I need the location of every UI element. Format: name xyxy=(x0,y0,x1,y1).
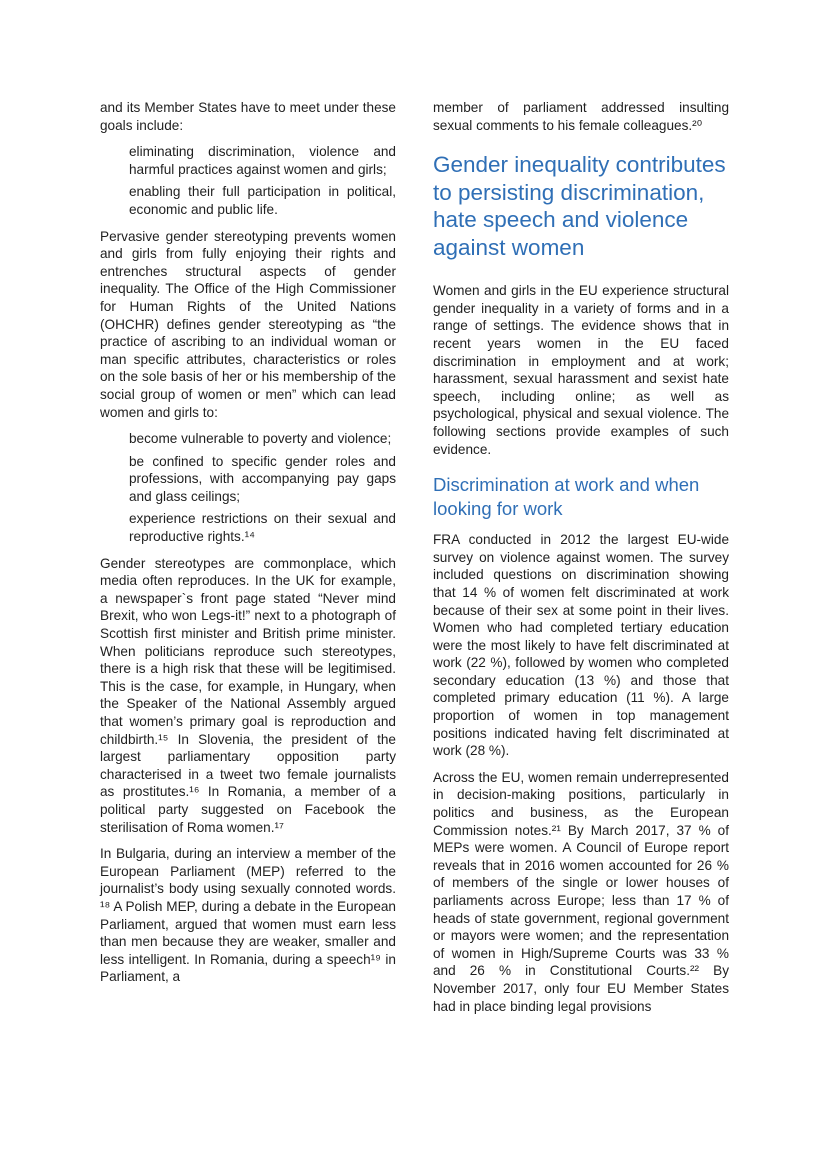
list-item: eliminating discrimination, violence and harmful practices against women and girls; xyxy=(129,144,396,177)
paragraph: Women and girls in the EU experience structural gender inequality in a variety of forms and in a range of settings. The evidence shows that in recent years women in the EU faced discrimination in employment and at work; harassment, sexual harassment and sexist hate speech, including online; as well as psychological, physical and sexual violence. The following sections provide examples of such evidence. xyxy=(433,283,729,457)
bullet-list xyxy=(100,430,396,546)
paragraph: In Bulgaria, during an interview a member of the European Parliament (MEP) referred to the journalist’s body using sexually connoted words. ¹⁸ A Polish MEP, during a debate in the European Parliament, argued that women must earn less than men because they are weaker, smaller and less intelligent. In Romania, during a speech¹⁹ in Parliament, a xyxy=(100,846,396,985)
list-item: experience restrictions on their sexual and reproductive rights.¹⁴ xyxy=(129,511,396,545)
list-item: become vulnerable to poverty and violence; xyxy=(129,431,392,447)
right-column xyxy=(433,99,729,1024)
subsection-heading: Discrimination at work and when looking for work xyxy=(433,474,700,519)
list-item: be confined to specific gender roles and professions, with accompanying pay gaps and glass ceilings; xyxy=(129,453,396,504)
list-item: enabling their full participation in political, economic and public life. xyxy=(129,184,396,217)
paragraph: Across the EU, women remain underrepresented in decision-making positions, particularly in politics and business, as the European Commission notes.²¹ By March 2017, 37 % of MEPs were women. A Council of Europe report reveals that in 2016 women accounted for 26 % of members of the single or lower houses of parliaments across Europe; less than 17 % of heads of state government, regional government or mayors were women; and the representation of women in High/Supreme Courts was 33 % and 26 % in Constitutional Courts.²² By November 2017, only four EU Member States had in place binding legal provisions xyxy=(433,769,729,1014)
paragraph: and its Member States have to meet under these goals include: xyxy=(100,100,396,133)
bullet-list xyxy=(100,143,396,218)
paragraph: FRA conducted in 2012 the largest EU-wide survey on violence against women. The survey included questions on discrimination showing that 14 % of women felt discriminated at work because of their sex at some point in their lives. Women who had completed tertiary education were the most likely to have felt discriminated at work (22 %), followed by women who completed secondary education (13 %) and those that completed primary education (11 %). A large proportion of women in top management positions indicated having felt discriminated at work (28 %). xyxy=(433,532,729,759)
paragraph: Pervasive gender stereotyping prevents women and girls from fully enjoying their rights and entrenches structural aspects of gender inequality. The Office of the High Commissioner for Human Rights of the United Nations (OHCHR) defines gender stereotyping as “the practice of ascribing to an individual woman or man specific attributes, characteristics or roles on the sole basis of her or his membership of the social group of women or men” which can lead women and girls to: xyxy=(100,228,396,420)
paragraph: member of parliament addressed insulting sexual comments to his female colleagues.²⁰ xyxy=(433,100,729,133)
left-column xyxy=(100,99,396,995)
section-heading: Gender inequality contributes to persisting discrimination, hate speech and violence against women xyxy=(433,152,726,260)
paragraph: Gender stereotypes are commonplace, which media often reproduces. In the UK for example, a newspaper`s front page stated “Never mind Brexit, who won Legs-it!” next to a photograph of Scottish first minister and British prime minister. When politicians reproduce such stereotypes, there is a high risk that these will be legitimised. This is the case, for example, in Hungary, when the Speaker of the National Assembly argued that women’s primary goal is reproduction and childbirth.¹⁵ In Slovenia, the president of the largest parliamentary opposition party characterised in a tweet two female journalists as prostitutes.¹⁶ In Romania, a member of a political party suggested on Facebook the sterilisation of Roma women.¹⁷ xyxy=(100,555,396,835)
